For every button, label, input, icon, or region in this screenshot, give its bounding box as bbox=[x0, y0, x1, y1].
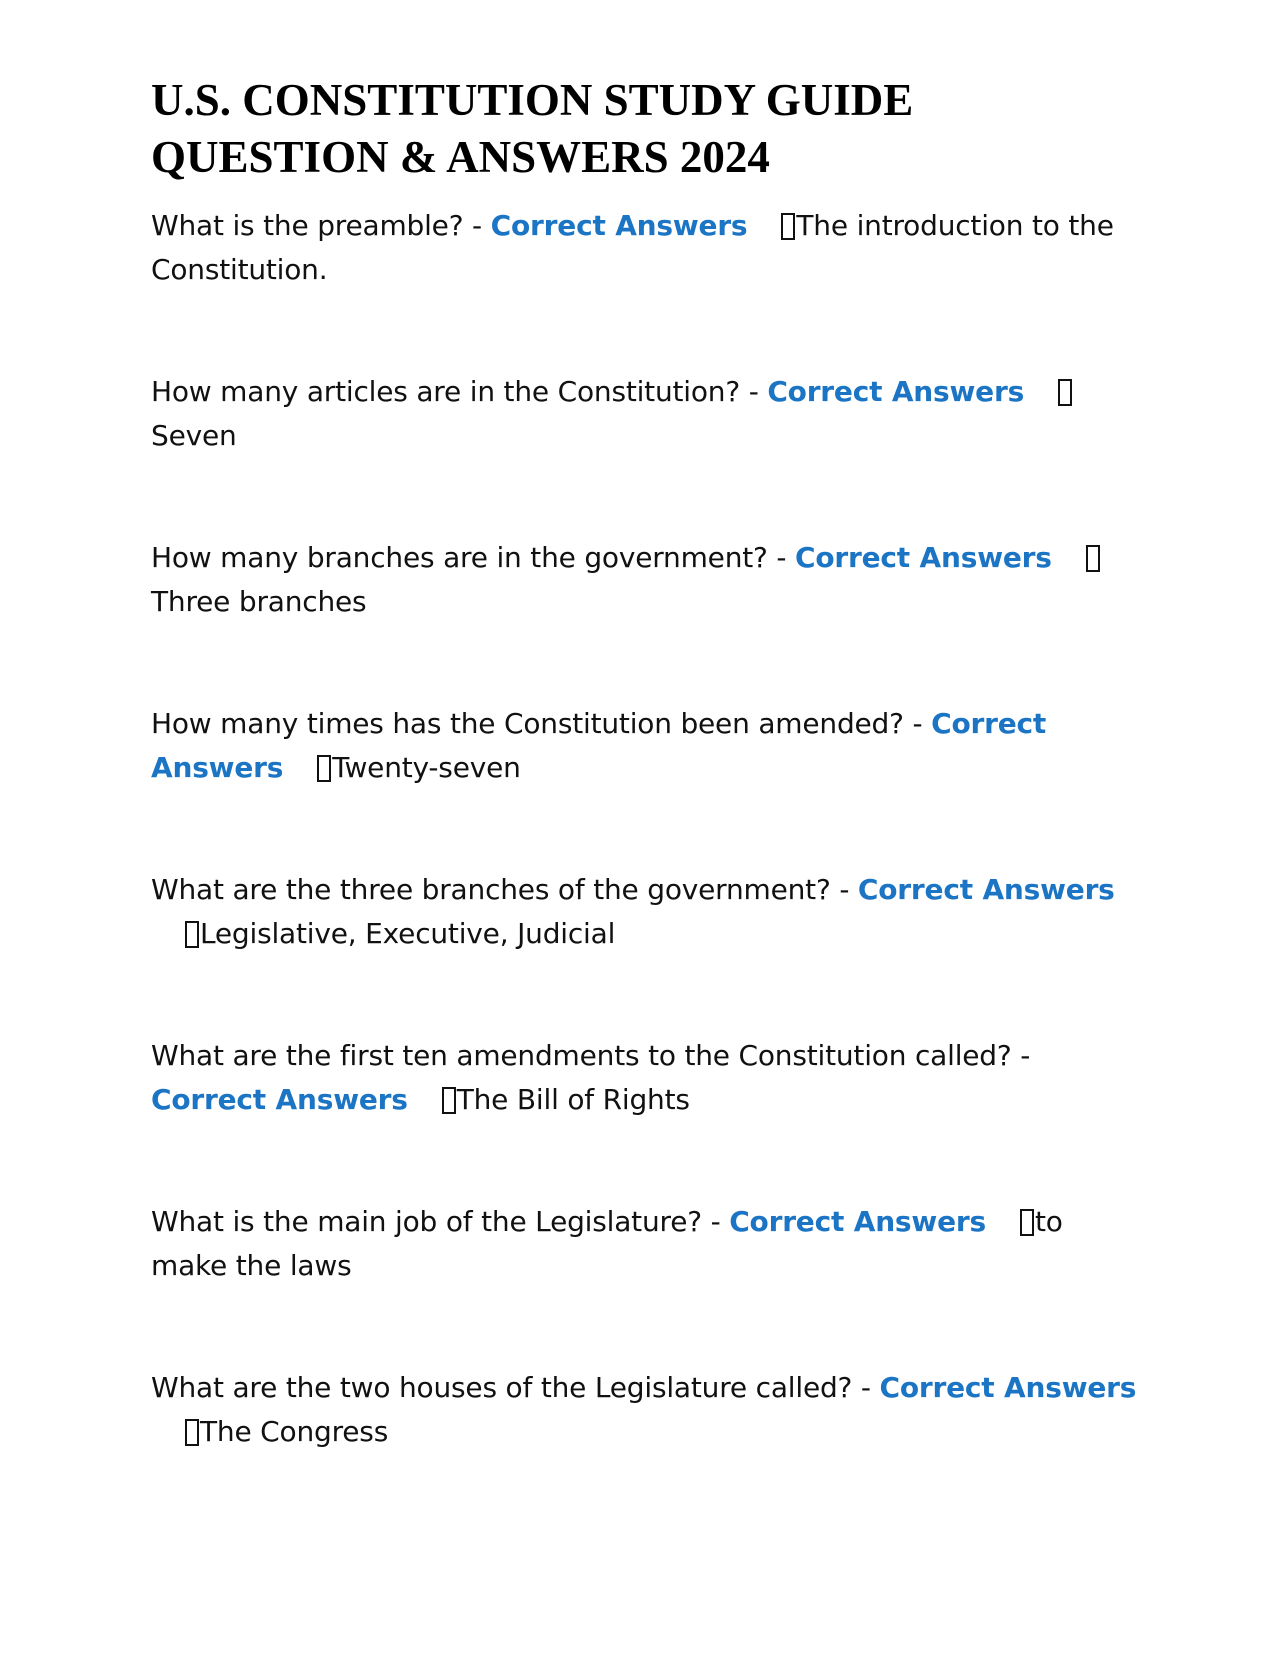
question-text: What are the three branches of the government? - bbox=[151, 873, 858, 906]
question-text: How many branches are in the government? - bbox=[151, 541, 795, 574]
answer-text: to make the laws bbox=[151, 1205, 1063, 1282]
correct-answers-label: Correct Answers bbox=[490, 209, 748, 242]
missing-glyph-icon bbox=[185, 1419, 199, 1446]
missing-glyph-icon bbox=[185, 921, 199, 948]
qa-item bbox=[151, 1366, 1141, 1454]
correct-answers-label: Correct Answers bbox=[151, 707, 1047, 784]
question-text: What are the two houses of the Legislature called? - bbox=[151, 1371, 880, 1404]
missing-glyph-icon bbox=[1058, 379, 1072, 406]
document-page bbox=[151, 72, 1141, 1532]
missing-glyph-icon bbox=[1086, 545, 1100, 572]
question-text: How many times has the Constitution been amended? - bbox=[151, 707, 932, 740]
document-title bbox=[151, 72, 1141, 186]
answer-text: The introduction to the Constitution. bbox=[151, 209, 1114, 286]
question-text: What are the first ten amendments to the Constitution called? - bbox=[151, 1039, 1031, 1072]
qa-item bbox=[151, 536, 1141, 624]
correct-answers-label: Correct Answers bbox=[857, 873, 1115, 906]
answer-text: The Bill of Rights bbox=[456, 1083, 690, 1116]
qa-item bbox=[151, 1034, 1141, 1122]
question-text: What is the main job of the Legislature? - bbox=[151, 1205, 730, 1238]
correct-answers-label: Correct Answers bbox=[729, 1205, 986, 1238]
answer-text: Legislative, Executive, Judicial bbox=[200, 917, 616, 950]
answer-text: Twenty-seven bbox=[332, 751, 521, 784]
correct-answers-label: Correct Answers bbox=[151, 1083, 408, 1116]
missing-glyph-icon bbox=[781, 213, 795, 240]
question-text: What is the preamble? - bbox=[151, 209, 491, 242]
title-line-1: U.S. CONSTITUTION STUDY GUIDE bbox=[151, 75, 914, 125]
question-text: How many articles are in the Constitution? - bbox=[151, 375, 768, 408]
correct-answers-label: Correct Answers bbox=[767, 375, 1025, 408]
correct-answers-label: Correct Answers bbox=[795, 541, 1052, 574]
missing-glyph-icon bbox=[442, 1087, 456, 1114]
qa-item bbox=[151, 370, 1141, 458]
title-line-2: QUESTION & ANSWERS 2024 bbox=[151, 132, 770, 182]
qa-item bbox=[151, 204, 1141, 292]
answer-text: The Congress bbox=[200, 1415, 389, 1448]
answer-text: Three branches bbox=[151, 585, 367, 618]
qa-item bbox=[151, 1200, 1141, 1288]
qa-item bbox=[151, 868, 1141, 956]
missing-glyph-icon bbox=[317, 755, 331, 782]
correct-answers-label: Correct Answers bbox=[879, 1371, 1137, 1404]
answer-text: Seven bbox=[151, 419, 237, 452]
qa-item bbox=[151, 702, 1141, 790]
missing-glyph-icon bbox=[1020, 1209, 1034, 1236]
